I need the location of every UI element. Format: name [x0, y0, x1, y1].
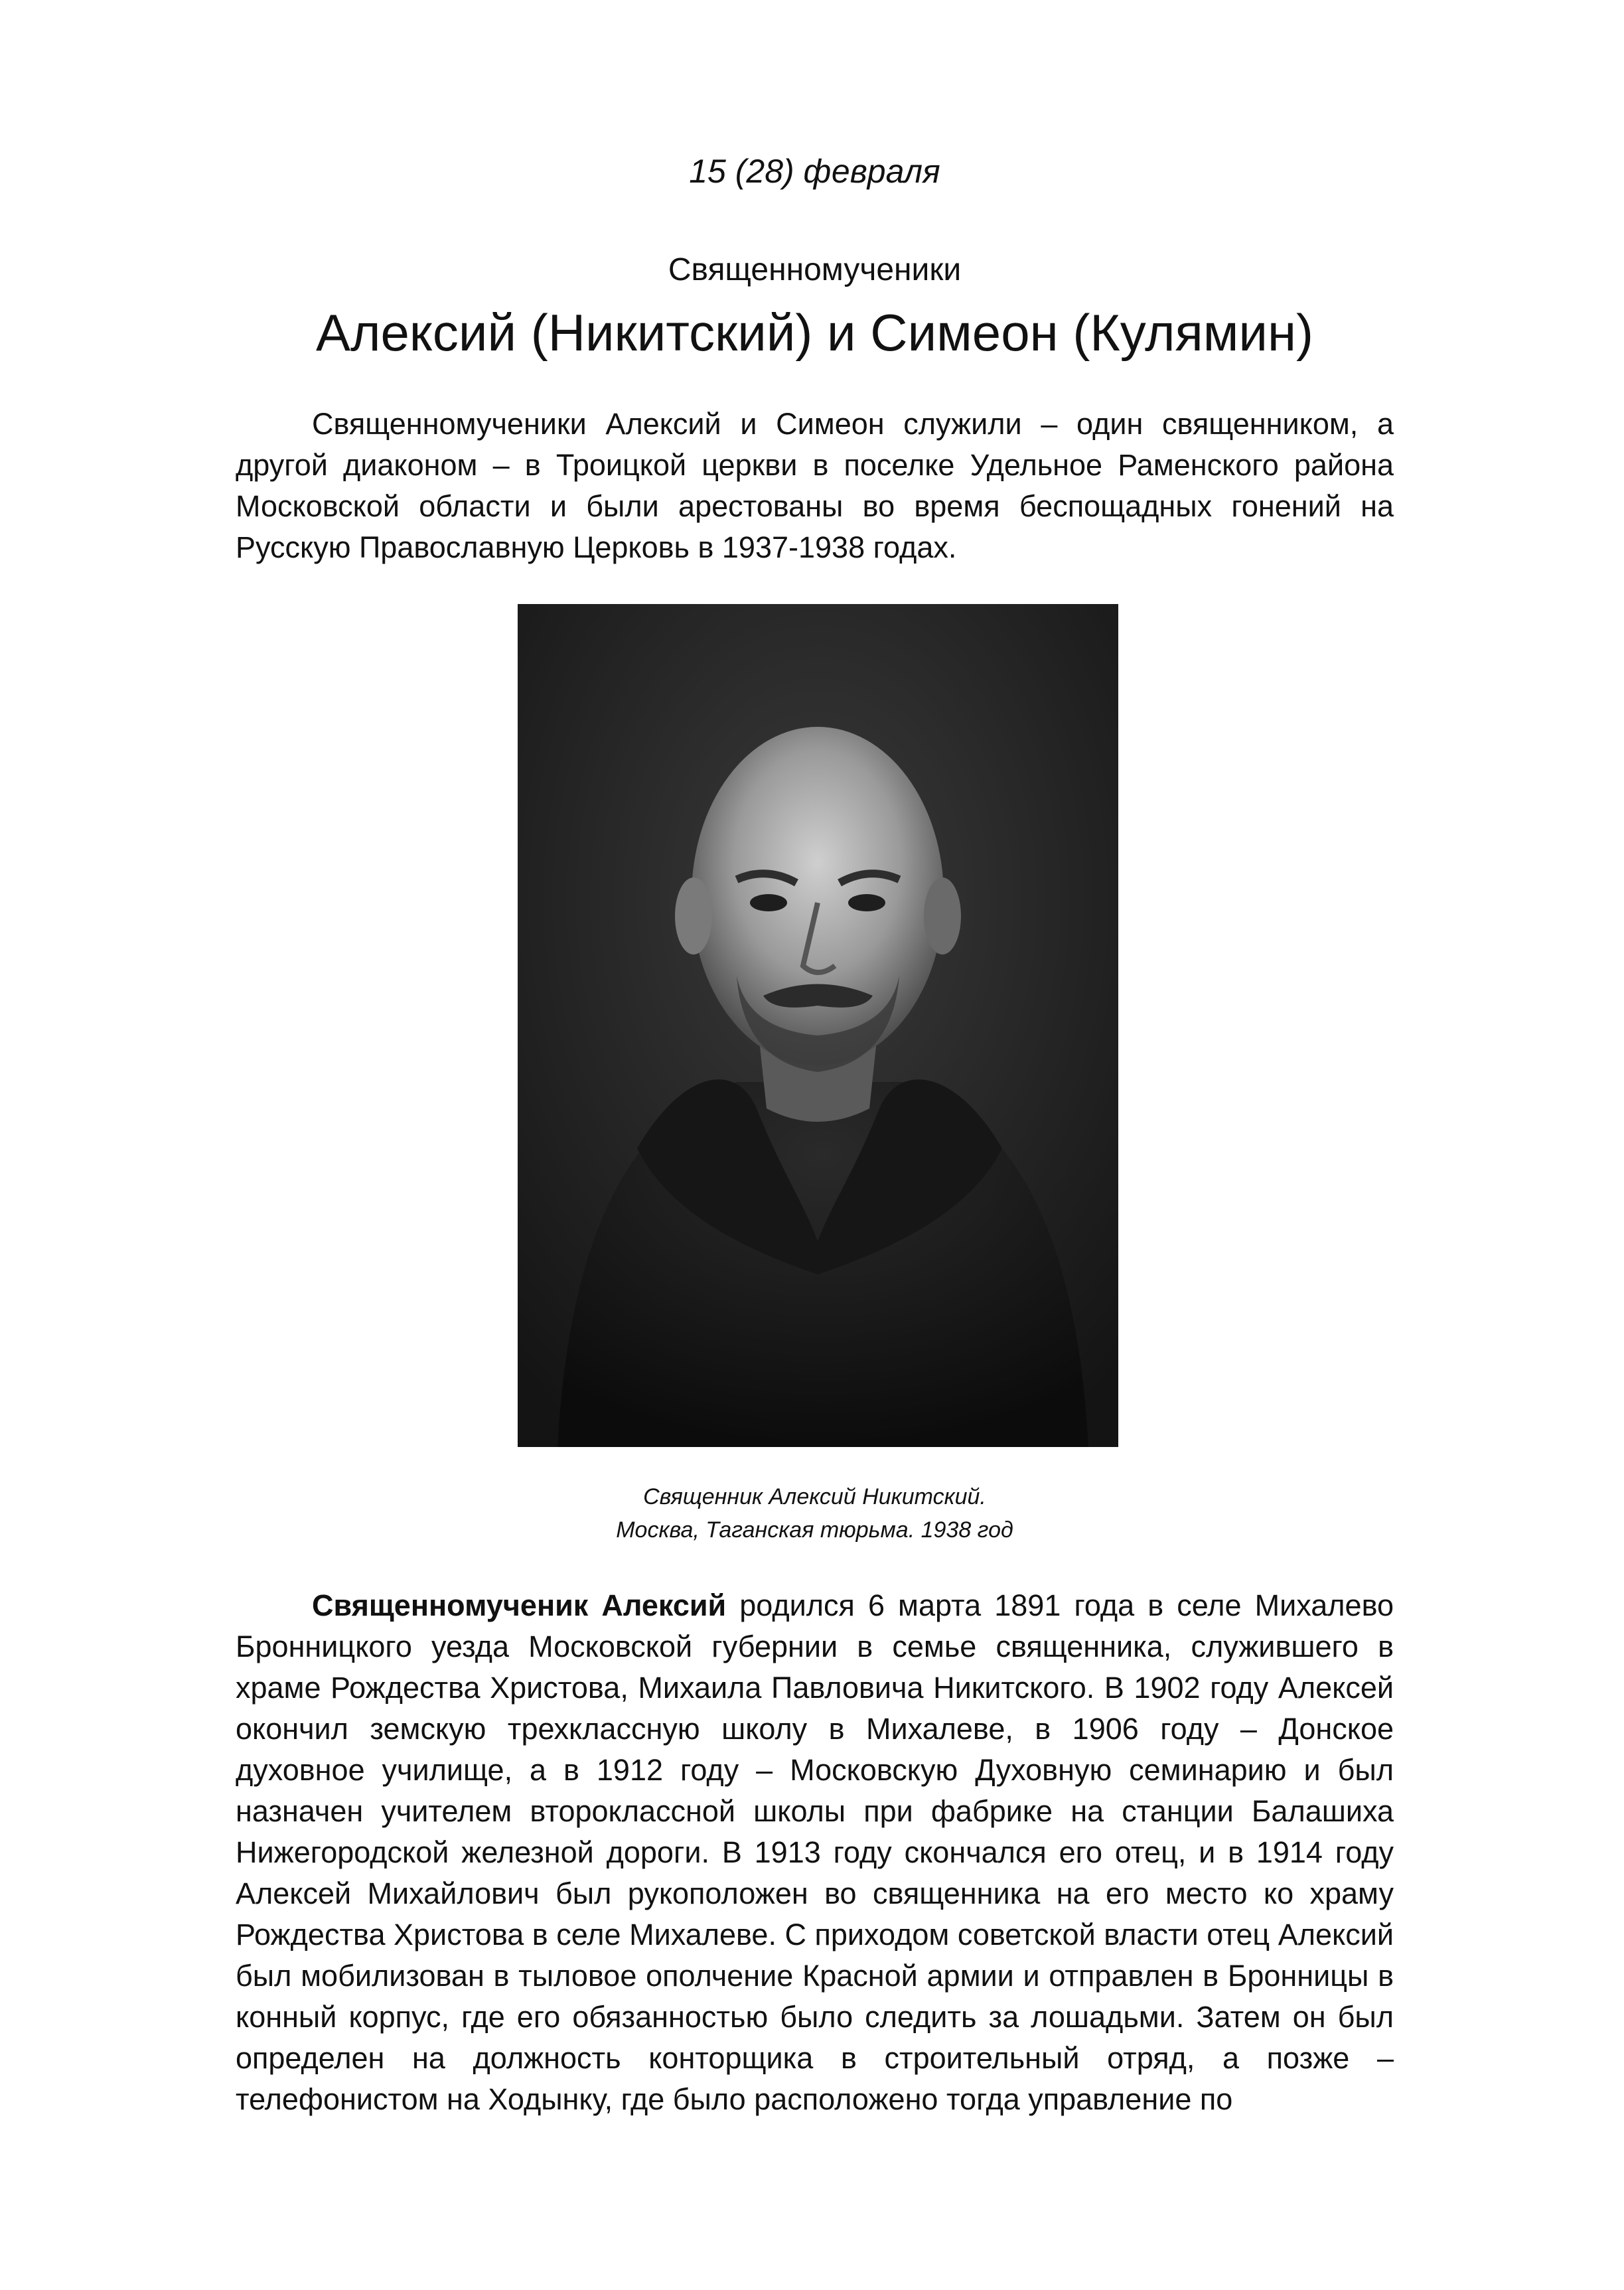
document-title: Алексий (Никитский) и Симеон (Кулямин) [315, 303, 1314, 362]
photo-caption-line-2: Москва, Таганская тюрьма. 1938 год [616, 1517, 1013, 1543]
biography-paragraph [236, 1585, 1394, 2120]
portrait-photo [518, 604, 1118, 1447]
biography-text: родился 6 марта 1891 года в селе Михалево Бронницкого уезда Московской губернии в семье священника, служившего в храме Рождества Христова, Михаила Павловича Никитского. В 1902 году Алексей окончил земскую трехклассную школу в Михалеве, в 1906 году – Донское духовное училище, а в 1912 году – Московскую Духовную семинарию и был назначен учителем второклассной школы при фабрике на станции Балашиха Нижегородской железной дороги. В 1913 году скончался его отец, и в 1914 году Алексей Михайлович был рукоположен во священника на его место ко храму Рождества Христова в селе Михалеве. С приходом советской власти отец Алексий был мобилизован в тыловое ополчение Красной армии и отправлен в Бронницы в конный корпус, где его обязанностью было следить за лошадьми. Затем он был определен на должность конторщика в строительный отряд, а позже – телефонистом на Ходынку, где было расположено тогда управление по [236, 1588, 1394, 2116]
biography-lead: Священномученик Алексий [312, 1588, 727, 1622]
photo-caption [236, 1480, 1394, 1547]
intro-paragraph: Священномученики Алексий и Симеон служили – один священником, а другой диаконом – в Троицкой церкви в поселке Удельное Раменского района Московской области и были арестованы во время беспощадных гонений на Русскую Православную Церковь в 1937-1938 годах. [236, 407, 1394, 564]
photo-caption-line-1: Священник Алексий Никитский. [643, 1484, 986, 1509]
feast-date: 15 (28) февраля [689, 153, 940, 190]
document-subtitle: Священномученики [668, 252, 962, 287]
portrait-illustration [518, 604, 1118, 1447]
